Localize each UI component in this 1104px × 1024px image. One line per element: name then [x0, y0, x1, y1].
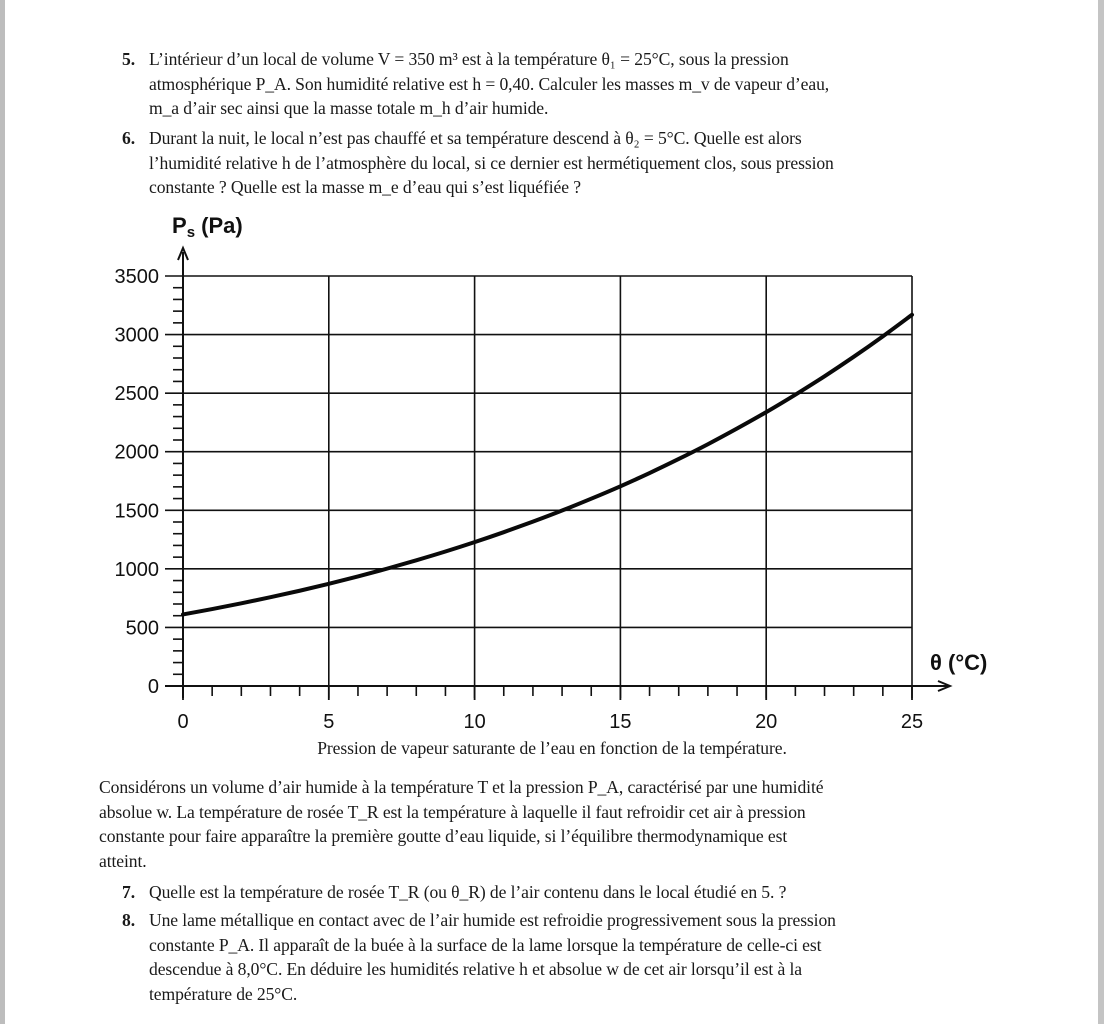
question-line: Une lame métallique en contact avec de l’air humide est refroidie progressivement sous la pression [149, 910, 836, 930]
y-tick-label: 1500 [114, 500, 159, 523]
x-tick-label: 25 [900, 711, 924, 733]
question-6 [122, 126, 1006, 200]
dew-point-paragraph [99, 775, 1006, 873]
axes [165, 248, 950, 698]
x-tick-label: 5 [323, 711, 335, 733]
y-tick-label: 2500 [114, 383, 159, 406]
y-axis-title: Ps (Pa) [172, 213, 243, 241]
question-7 [122, 880, 1006, 905]
question-line: l’humidité relative h de l’atmosphère du local, si ce dernier est hermétiquement clos, sous pression [149, 152, 834, 173]
tick-labels [115, 266, 924, 733]
x-tick-label: 20 [755, 711, 778, 733]
paragraph-line: constante pour faire apparaître la première goutte d’eau liquide, si l’équilibre thermodynamique est [99, 826, 788, 846]
x-tick-label: 15 [609, 711, 632, 733]
question-line: m_a d’air sec ainsi que la masse totale m_h d’air humide. [149, 98, 549, 118]
question-line: Durant la nuit, le local n’est pas chauffé et sa température descend à θ₂ = 5°C. Quelle est alors [149, 128, 802, 148]
question-5 [122, 47, 1006, 121]
x-tick-label: 0 [177, 711, 189, 733]
question-8 [122, 908, 1006, 1006]
y-tick-label: 1000 [114, 558, 159, 581]
x-tick-label: 10 [463, 711, 486, 733]
saturation-pressure-chart [0, 200, 1104, 740]
question-number: 7. [122, 882, 135, 902]
question-number: 5. [122, 49, 135, 69]
x-axis-title: θ (°C) [930, 650, 988, 675]
chart-caption: Pression de vapeur saturante de l’eau en fonction de la température. [317, 738, 787, 758]
question-line: L’intérieur d’un local de volume V = 350 m³ est à la température θ₁ = 25°C, sous la pression [149, 49, 789, 69]
y-tick-label: 3000 [114, 324, 159, 347]
paragraph-line: absolue w. La température de rosée T_R est la température à laquelle il faut refroidir cet air à pression [99, 801, 806, 822]
grid [165, 276, 912, 698]
y-tick-label: 0 [147, 676, 159, 698]
paragraph-line: atteint. [99, 850, 147, 871]
paragraph-line: Considérons un volume d’air humide à la température T et la pression P_A, caractérisé par une humidité [99, 777, 824, 797]
question-line: constante P_A. Il apparaît de la buée à la surface de la lame lorsque la température de celle-ci est [149, 934, 822, 955]
ticks [173, 288, 912, 700]
y-tick-label: 2000 [114, 441, 159, 464]
y-tick-label: 3500 [114, 266, 159, 288]
question-number: 8. [122, 910, 135, 930]
question-line: descendue à 8,0°C. En déduire les humidités relative h et absolue w de cet air lorsqu’il est à la [149, 959, 802, 979]
question-line: température de 25°C. [149, 983, 298, 1004]
question-line: Quelle est la température de rosée T_R (ou θ_R) de l’air contenu dans le local étudié en 5. ? [149, 882, 787, 902]
question-number: 6. [122, 128, 135, 148]
y-tick-label: 500 [125, 617, 159, 640]
question-line: constante ? Quelle est la masse m_e d’eau qui s’est liquéfiée ? [149, 177, 581, 197]
question-line: atmosphérique P_A. Son humidité relative est h = 0,40. Calculer les masses m_v de vapeur d’eau, [149, 73, 830, 94]
